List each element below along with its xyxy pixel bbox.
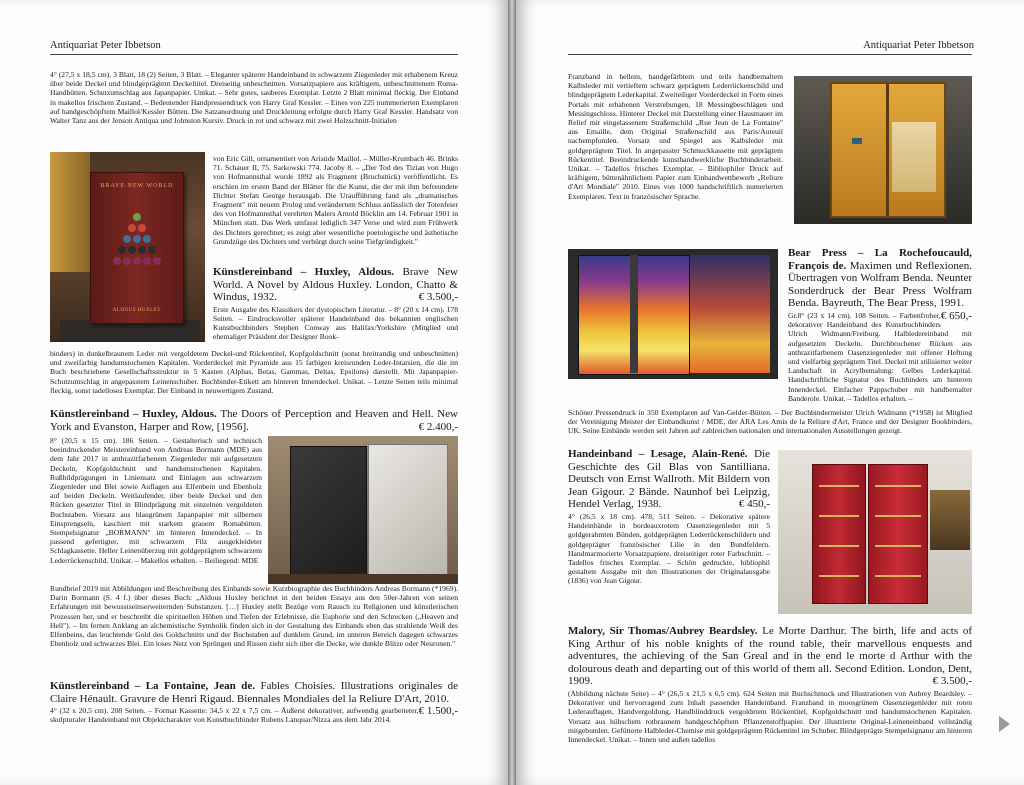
left-page-header: Antiquariat Peter Ibbetson xyxy=(50,40,161,51)
entry-bear-press xyxy=(788,247,972,403)
next-page-arrow-icon[interactable] xyxy=(999,716,1010,732)
entry-title-rest: The Doors of Perception and Heaven and Hell. New York and Evanston, Harper and Row, [1956]. xyxy=(50,408,458,433)
entry-title-bold: Bear Press – La Rochefoucauld, François de. xyxy=(788,247,972,272)
book-cover xyxy=(90,172,184,324)
right-page xyxy=(516,0,1024,785)
entry-title-rest: Maximen und Reflexionen. Übertragen von Wolfram Benda. Neunter Sonderdruck der Bear Press Wolfram Benda. Bayreuth, The Bear Press, 1991. xyxy=(788,259,972,310)
entry-body-narrow: Erste Ausgabe des Klassikers der dystopischen Literatur. – 8° (20 x 14 cm). 178 Seiten. – Eindrucksvoller späterer Handeinband des bekannten englischen Kunstbuchbinders Stephen Conway aus Halifax/Yorkshire (Mitglied und ehemaliger Präsident der Designer Book- xyxy=(213,304,458,342)
intro-text-top: 4° (27,5 x 18,5 cm). 3 Blatt, 18 (2) Seiten, 3 Blatt. – Eleganter späterer Handeinband in schwarzem Ziegenleder mit erhabenem Kreuz über beide Deckel und blindgeprägtem Deckeltitel. Dreiseitig unbeschnitten. Vorsatzpapiere aus kräftigem, unbeschnittenem Roma-Handbütten. Schutzumschlag aus Japanpapier. Unikat. – Sehr gutes, sauberes Exemplar. Letzte 2 Blatt minimal fleckig. Der Einband in makellos frischem Zustand. – Bedeutender Handpressendruck von Harry Graf Kessler. – Eines von 225 nummerierten Exemplaren auf handgeschöpftem Maillol/Kessler Bütten. Die Satzanordnung und Druckleitung erfolgte durch Harry Graf Kessler. Handsatz von Walter Tanz aus der Jenson Antiqua und Johnston Kursiv. Druck in rot und schwarz mit zwei Holzschnitt-Initialen xyxy=(50,70,458,126)
entry-title xyxy=(568,448,770,511)
entry-title-rest: Brave New World. A Novel by Aldous Huxley. London, Chatto & Windus, 1932. xyxy=(213,266,458,304)
intro-text-narrow: Franzband in hellem, handgefärbtem und teils handbemaltem Kalbsleder mit vertieftem schwarz geprägtem Lederrückenschild und blindgeprägtem Lederkapital. Zweiteiliger Vorderdeckel in Form eines Portals mit erhabenen Verstrebungen, 18 Messingbeschlägen und Messingschloss. Hinterer Deckel mit Darstellung einer Hausmauer im Relief mit eingelassenem Straßenschild „Rue Jean de La Fontaine" aus Emaille, dem Original Straßenschild aus Paris/Auteuil nachempfunden. Vorsatz und Spiegel aus Kalbsleder mit goldgeprägtem Titel. In angepasster Schmuckkassette mit geprägtem Rückentitel. Beeindruckende kunsthandwerkliche Buchbinderarbeit. Unikat. – Tadellos frisches Exemplar. – Bibliophiler Druck auf kräftigem, büttenähnlichem Papier zum Einbandwettbewerb „Reliure d'Art Mondiale" 2010. Eines von 1000 handschriftlich numerierten Exemplaren. Text in französischer Sprache. xyxy=(568,72,783,201)
price: € 3.500,- xyxy=(418,291,458,304)
doors-of-perception-photo xyxy=(268,436,458,584)
entry-body: 4° (32 x 20,5 cm). 208 Seiten. – Format Kassette: 34,5 x 22 x 7,5 cm. – Äußerst dekorativer, aufwendig gearbeiteter, skulpturaler Handeinband mit Objektcharakter von Kunstbuchbinder Rubens Lanquar/Nizza aus dem Jahr 2014. xyxy=(50,706,419,725)
entry-title-bold: Künstlereinband – Huxley, Aldous. xyxy=(213,266,395,278)
book-cover-title: BRAVE NEW WORLD xyxy=(100,183,174,189)
frame-detail xyxy=(930,490,970,550)
entry-title-rest: Die Geschichte des Gil Blas von Santilliana. Deutsch von Ernst Wallroth. Mit Bildern von Jean Gigour. 2 Bände. Naunhof bei Leipzig, Hendel Verlag, 1938. xyxy=(568,448,771,511)
entry-doors-body-full: Rundbrief 2019 mit Abbildungen und Beschreibung des Einbands sowie Kurzbiographie des Buchbinders Andreas Bormann (*1969). Darin Bormann (S. 4 f.) über dieses Buch: „Aldous Huxley berichtet in den beiden Essays aus den 50er-Jahren von seinen Erfahrungen mit bewusstseinserweiternden Substanzen. […] Huxley stellt Bezüge vom Rausch zu Religionen und künstlerischen Prozessen her, und er beschreibt die spirituellen Höhen und Tiefen der Erlebnisse, die Euphorie und den Schrecken („Heaven and Hell"). – Im fernen Anklang an alchemistische Symbolik finden sich in der Gestaltung des Einbands eben das strahlende Weiß des Elfenbeins, das leuchtende Gold des Goldschnitts und der Buchstaben auf dunklem Grund, im unteren Bereich dagegen schwarzes Ebenholz und schwarzes Blei. Ein loses Netz von Sprüngen und Rissen zieht sich über die Decke, wie dunkle Blitze oder Neuronen." xyxy=(50,584,458,649)
entry-malory-beardsley xyxy=(568,625,972,744)
header-rule xyxy=(50,54,458,55)
price: € 3.500,- xyxy=(932,675,972,688)
frame-detail xyxy=(50,152,90,272)
entry-body-narrow: 4° (26,5 x 18 cm). 478, 511 Seiten. – Dekorative spätere Handeinbände in bordeauxrotem Oasenziegenleder mit 5 goldgerahmten Bünden, goldgeprägten Lederrückenschildern und goldgeprägter französischer Lilie in den Bundfeldern. Handmarmorierte Vorsatzpapiere, dreiseitiger roter Farbschnitt. – Tadellos frisches Exemplar. – Schön gedruckte, bibliophil gestaltete Ausgabe mit den Illustrationen der Originalausgabe (1836) von Jean Gigour. xyxy=(568,511,770,586)
book-gutter xyxy=(508,0,516,785)
cassette-box xyxy=(368,444,448,580)
entry-la-fontaine xyxy=(50,680,458,725)
entry-title xyxy=(788,247,972,322)
entry-doors-of-perception xyxy=(50,408,458,433)
book-black-front xyxy=(290,446,367,578)
left-page xyxy=(0,0,508,785)
entry-body: (Abbildung nächste Seite) – 4° (26,5 x 21,5 x 6,5 cm). 624 Seiten mit Buchschmuck und Illustrationen von Aubrey Beardsley. – Dekorativer und hervorragend zum Inhalt passender Handeinband. Franzband in moosgrünem Oasenziegenleder mit roten Lederauflagen, Handvergoldung, Handblinddruck vergoldetem Rückentitel, Kopfgoldschnitt und handumstochenen Kapitalen. Vorsatz aus hübschem rotbraunem handgeschöpftem Pflanzenstoffpapier. Der illustrierte Original-Leineneinband vollständig mitgebunden. Gefütterte Halbleder-Chemise mit goldgeprägtem Rückentitel im Schuber. Blindgeprägte Stempelsignatur am hinteren Innendeckel. Unikat. – Innen und außen tadellos xyxy=(568,688,972,744)
entry-brave-new-world xyxy=(213,266,458,342)
entry-title xyxy=(568,625,972,688)
book-spine xyxy=(630,255,638,373)
entry-title xyxy=(50,408,458,433)
book-cover-author: ALDOUS HUXLEY xyxy=(112,308,162,313)
entry-title-rest: Fables Choisies. Illustrations originales de Claire Hénault. Gravure de Henri Rigaud. Biennales Mondiales del la Reliure D'Art, 2010. xyxy=(50,680,458,705)
book-painted-back xyxy=(690,255,770,373)
entry-title xyxy=(213,266,458,304)
entry-title-bold: Künstlereinband – Huxley, Aldous. xyxy=(50,408,217,420)
entry-title-bold: Malory, Sir Thomas/Aubrey Beardsley. xyxy=(568,625,758,637)
price: € 1.500,- xyxy=(418,705,458,718)
entry-bear-press-body: Schöner Pressendruck in 350 Exemplaren auf Van-Gelder-Bütten. – Der Buchbindermeister Ulrich Widmann (*1958) ist Mitglied der Vereinigung Meister der Einbandkunst / MDE, der ARA Les Amis de la Reliure d'Art, France und der Designer Bookbinders, UK. Seine Einbände werden seit Jahren auf zahlreichen nationalen und internationalen Ausstellungen gezeigt. xyxy=(568,408,972,436)
entry-title-bold: Künstlereinband – La Fontaine, Jean de. xyxy=(50,680,255,692)
brave-new-world-photo xyxy=(50,152,205,342)
price: € 2.400,- xyxy=(418,420,458,433)
leather-pyramid xyxy=(113,213,161,273)
table-surface xyxy=(268,574,458,584)
volume-1 xyxy=(812,464,866,604)
entry-gil-blas xyxy=(568,448,770,586)
price: € 650,- xyxy=(940,309,972,322)
price: € 450,- xyxy=(738,498,770,511)
portal-box xyxy=(830,82,946,218)
header-rule xyxy=(568,54,972,55)
entry-title-bold: Handeinband – Lesage, Alain-René. xyxy=(568,448,748,460)
entry-title-rest: Le Morte Darthur. The birth, life and acts of King Arthur of his noble knights of the round table, their marvellous enquests and adventures, the achieving of the San Greal and in the end le morte d Arthur with the dolourous death and departing out of this world of them all. Second Edition. London, Dent, 1909. xyxy=(568,625,973,688)
entry-body-narrow: Gr.8° (23 x 14 cm). 108 Seiten. – Farbenfroher, dekorativer Handeinband des Kunstbuchbinders Ulrich Widmann/Freiburg. Halbledereinband mit aufgesetzten Deckeln. Durchbrochener Rücken aus anthrazitfarbenem Oasenziegenleder mit offener Heftung und vielfarbig geprägtem Titel. Deckel mit stilisierter weiter Landschaft in Acrylbemalung: Gelbes Lederkapital. Handschriftliche Signatur des Buchbinders am hinteren Innendeckel. Einfacher Pappschuber mit handbemalter Banderole. Unikat. – Tadellos erhalten. – xyxy=(788,310,972,403)
entry-doors-body-narrow: 8° (20,5 x 15 cm). 186 Seiten. – Gestalterisch und technisch beeindruckender Meistereinband von Andreas Bormann (MDE) aus dem Jahr 2017 in anthrazitfarbenem Ziegenleder mit aufgesetzten Deckeln, Kopfgoldschnitt und handumstochenen Kapitalen. Rußbildprägungen in Liniensatz und Einlagen aus schwarzem Ziegenleder und Blei sowie Auflagen aus Elfenbein und Ebenholz auf beiden Deckeln. Weitlaufender, über beide Deckel und den Rücken gesetzter Titel in Blindprägung mit einzelnen vergoldeten Buchstaben. Vorsatz aus blaugrünem Japanpapier mit silbernen Einsprengseln, kaschiert mit starkem grauem Romabütten. Stempelsignatur „BORMANN" im hinteren Innendeckel. – In passend gefertigter, mit schwarzem Filz ausgekleideter Schlagkassette. Heller Leinenüberzug mit goldgeprägtem schwarzem Lederrückenschild. Unikat. – Makellos erhalten. – Beiliegend: MDE xyxy=(50,436,262,565)
gil-blas-photo xyxy=(778,450,972,614)
right-page-header: Antiquariat Peter Ibbetson xyxy=(863,40,974,51)
entry-brave-new-world-body: binders) in dunkelbraunem Leder mit vergoldetem Deckel-und Rückentitel, Kopfgoldschnitt (sonst breitrandig und unbeschnitten) und zweifarbig handumstochenen Kapitalen. Vorderdeckel mit Pyramide aus 15 farbigen kreisrunden Leder-Intarsien, die die im Buch beschriebene Gesellschaftsstruktur in 5 Kasten (Alphas, Betas, Gammas, Deltas, Epsilons) darstellt. Mit Japanpapier-Schutzumschlag in angepasstem Leinenschuber. Buchbinder-Etikett am hinteren Innendeckel. Unikat. – Letzte Seiten teils minimal fleckig, sonst tadelloses Exemplar. Der Einband in neuwertigem Zustand. xyxy=(50,349,458,395)
intro-text-right: von Eric Gill, ornamentiert von Aristide Maillol. – Müller-Krumbach 46. Brinks 71. Schauer II, 75. Sarkowski 774. Jacoby 8. – „Der Tod des Tizian von Hugo von Hofmannsthal wurde 1892 als Fragment (Bruchstück) veröffentlicht. Es erschien im ersten Band der Blätter für die Kunst, die der mit ihm befreundete Dichter Stefan George herausgab. Die Uraufführung fand als „dramatisches Fragment" mit neuem Prolog und verändertem Schluss anlässlich der Totenfeier des von Hofmannsthal verehrten Malers Arnold Böcklin am 14. Februar 1901 in München statt. Das Werk umfasst lediglich 347 Verse und wird zum Frühwerk des Dichters gerechnet; es zeigt aber wesentliche poetologische und ästhetische Grundzüge des Dichters und verbürgt durch seine Tiefgründigkeit." xyxy=(213,154,458,246)
la-fontaine-photo xyxy=(794,76,972,224)
volume-2 xyxy=(868,464,928,604)
bear-press-photo xyxy=(568,249,778,379)
